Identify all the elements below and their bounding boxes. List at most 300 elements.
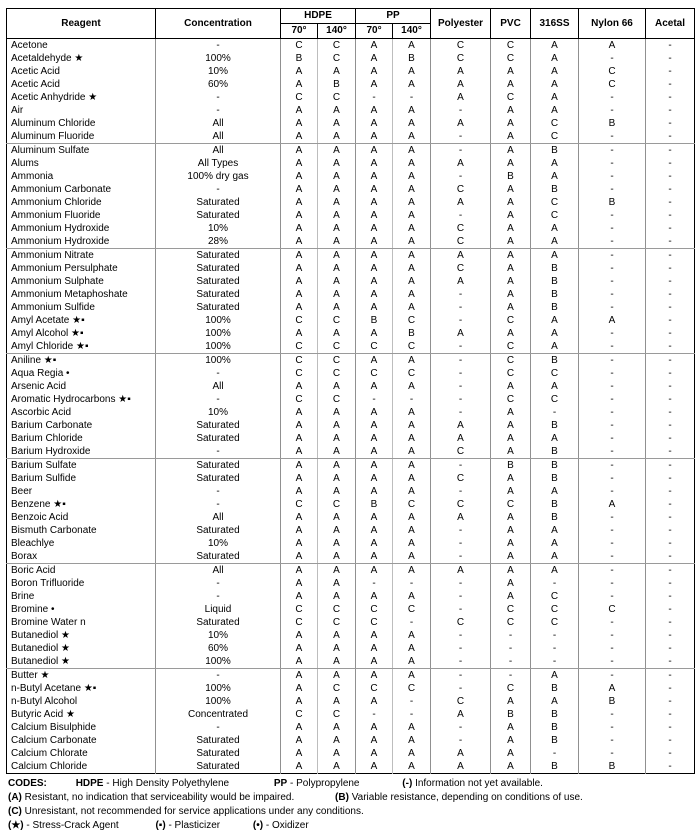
pp-70-cell: - <box>356 393 393 406</box>
reagent-cell: Barium Hydroxide <box>7 445 156 459</box>
hdpe-140-cell: C <box>318 91 356 104</box>
hdpe-70-cell: A <box>281 275 318 288</box>
code-b-desc: Variable resistance, depending on conditions of use. <box>351 792 583 803</box>
pp-140-cell: A <box>393 590 431 603</box>
table-row <box>7 695 695 708</box>
codes-label: CODES: <box>8 778 47 789</box>
hdpe-desc: - High Density Polyethylene <box>106 778 230 789</box>
hdpe-70-cell: A <box>281 445 318 459</box>
hdpe-70-cell: C <box>281 314 318 327</box>
acetal-cell: - <box>646 564 695 578</box>
circle-symbol-desc: - Oxidizer <box>265 820 309 831</box>
hdpe-140-cell: C <box>318 682 356 695</box>
column-header-hdpe: HDPE <box>281 9 356 24</box>
pp-70-cell: A <box>356 642 393 655</box>
reagent-cell: Butanediol ★ <box>7 655 156 669</box>
nylon66-cell: - <box>579 262 646 275</box>
acetal-cell: - <box>646 380 695 393</box>
nylon66-cell: - <box>579 459 646 473</box>
reagent-cell: Beer <box>11 486 33 497</box>
pvc-cell: B <box>491 170 531 183</box>
nylon66-cell: A <box>579 39 646 53</box>
reagent-cell: Ammonium Metaphoshate <box>11 289 128 300</box>
hdpe-70-cell: C <box>281 616 318 629</box>
hdpe-70-cell: A <box>281 655 318 669</box>
hdpe-70-cell: A <box>281 65 318 78</box>
reagent-cell: Ammonium Hydroxide <box>7 235 156 249</box>
hdpe-140-cell: A <box>318 65 356 78</box>
pp-70-cell: A <box>356 130 393 144</box>
pvc-cell: C <box>491 340 531 354</box>
acetal-cell: - <box>646 695 695 708</box>
pvc-cell: C <box>491 367 531 380</box>
hdpe-140-cell: A <box>318 747 356 760</box>
pp-140-cell: A <box>393 117 431 130</box>
pp-140-cell: A <box>393 235 431 249</box>
hdpe-70-cell: A <box>281 419 318 432</box>
concentration-cell: 100% <box>156 695 281 708</box>
hdpe-70-cell: C <box>281 91 318 104</box>
pvc-cell: A <box>491 262 531 275</box>
acetal-cell: - <box>646 406 695 419</box>
316ss-cell: B <box>531 445 579 459</box>
nylon66-cell: - <box>579 432 646 445</box>
table-row <box>7 301 695 314</box>
pp-70-cell: A <box>356 327 393 340</box>
nylon66-cell: - <box>579 380 646 393</box>
hdpe-140-cell: A <box>318 590 356 603</box>
reagent-cell: Ascorbic Acid <box>11 407 72 418</box>
concentration-cell: 10% <box>156 537 281 550</box>
acetal-cell: - <box>646 642 695 655</box>
hdpe-140-cell: C <box>318 498 356 511</box>
hdpe-140-cell: A <box>318 130 356 144</box>
table-row <box>7 275 695 288</box>
polyester-cell: A <box>431 117 491 130</box>
table-row <box>7 78 695 91</box>
pp-70-cell: A <box>356 157 393 170</box>
pp-70-cell: A <box>356 222 393 235</box>
polyester-cell: A <box>431 760 491 774</box>
pp-70-cell: A <box>356 354 393 368</box>
concentration-cell: 100% dry gas <box>156 170 281 183</box>
code-c-term: (C) <box>8 806 22 817</box>
nylon66-cell: - <box>579 301 646 314</box>
hdpe-140-cell: A <box>318 485 356 498</box>
pp-70-cell: A <box>356 747 393 760</box>
pp-140-cell: A <box>393 721 431 734</box>
nylon66-cell: - <box>579 524 646 537</box>
polyester-cell: C <box>431 695 491 708</box>
reagent-cell: Benzoic Acid <box>11 512 69 523</box>
acetal-cell: - <box>646 472 695 485</box>
hdpe-140-cell: C <box>318 603 356 616</box>
hdpe-140-cell: C <box>318 340 356 354</box>
pp-140-cell: A <box>393 222 431 235</box>
pvc-cell: C <box>491 603 531 616</box>
pvc-cell: A <box>491 222 531 235</box>
nylon66-cell: - <box>579 144 646 158</box>
pp-70-cell: A <box>356 183 393 196</box>
pp-70-cell: C <box>356 682 393 695</box>
pp-140-cell: A <box>393 183 431 196</box>
code-c-desc: Unresistant, not recommended for service applications under any conditions. <box>24 806 364 817</box>
pvc-cell: A <box>491 406 531 419</box>
pvc-cell: A <box>491 380 531 393</box>
pvc-cell: - <box>491 629 531 642</box>
column-header-316ss: 316SS <box>531 9 579 39</box>
316ss-cell: A <box>531 564 579 578</box>
acetal-cell: - <box>646 367 695 380</box>
pp-70-cell: A <box>356 288 393 301</box>
pp-70-cell: A <box>356 209 393 222</box>
legend-line-symbols <box>8 819 692 833</box>
reagent-cell: Bromine • <box>11 604 55 615</box>
316ss-cell: B <box>531 721 579 734</box>
nylon66-cell: B <box>579 196 646 209</box>
pp-140-cell: A <box>393 170 431 183</box>
316ss-cell: A <box>531 52 579 65</box>
nylon66-cell: - <box>579 222 646 235</box>
pp-140-cell: A <box>393 209 431 222</box>
table-row <box>7 485 695 498</box>
table-row <box>7 222 695 235</box>
hdpe-140-cell: A <box>318 222 356 235</box>
pvc-cell: A <box>491 485 531 498</box>
concentration-cell: All <box>156 144 281 158</box>
pvc-cell: C <box>491 616 531 629</box>
reagent-cell: Calcium Chlorate <box>11 748 88 759</box>
pp-term: PP <box>273 778 288 789</box>
pp-140-cell: C <box>393 340 431 354</box>
concentration-cell: - <box>156 183 281 196</box>
pp-70-cell: A <box>356 249 393 263</box>
legend-footer <box>6 774 694 833</box>
pvc-cell: A <box>491 196 531 209</box>
acetal-cell: - <box>646 78 695 91</box>
316ss-cell: A <box>531 327 579 340</box>
reagent-cell: Aluminum Fluoride <box>7 130 156 144</box>
polyester-cell: A <box>431 327 491 340</box>
pp-70-cell: A <box>356 262 393 275</box>
acetal-cell: - <box>646 655 695 669</box>
hdpe-140-cell: A <box>318 655 356 669</box>
pp-70-cell: A <box>356 235 393 249</box>
acetal-cell: - <box>646 590 695 603</box>
316ss-cell: B <box>531 511 579 524</box>
acetal-cell: - <box>646 222 695 235</box>
pp-70-cell: A <box>356 564 393 578</box>
316ss-cell: A <box>531 157 579 170</box>
reagent-cell: Ammonium Chloride <box>11 197 102 208</box>
reagent-cell: Ammonium Carbonate <box>11 184 112 195</box>
316ss-cell: B <box>531 498 579 511</box>
column-header-hdpe-140: 140° <box>318 24 356 39</box>
pp-140-cell: A <box>393 196 431 209</box>
polyester-cell: - <box>431 577 491 590</box>
pvc-cell: A <box>491 288 531 301</box>
pp-140-cell: A <box>393 432 431 445</box>
hdpe-140-cell: A <box>318 564 356 578</box>
table-row <box>7 314 695 327</box>
acetal-cell: - <box>646 419 695 432</box>
nylon66-cell: - <box>579 249 646 263</box>
concentration-cell: - <box>156 367 281 380</box>
pp-140-cell: C <box>393 498 431 511</box>
concentration-cell: Saturated <box>156 209 281 222</box>
table-row <box>7 170 695 183</box>
pp-70-cell: A <box>356 629 393 642</box>
pvc-cell: A <box>491 301 531 314</box>
polyester-cell: - <box>431 550 491 564</box>
polyester-cell: A <box>431 91 491 104</box>
nylon66-cell: - <box>579 669 646 683</box>
reagent-cell: Aniline ★▪ <box>11 355 57 366</box>
pp-140-cell: A <box>393 406 431 419</box>
hdpe-70-cell: A <box>281 695 318 708</box>
hdpe-70-cell: A <box>281 524 318 537</box>
concentration-cell: - <box>156 669 281 683</box>
column-header-concentration: Concentration <box>156 9 281 39</box>
concentration-cell: All <box>156 130 281 144</box>
reagent-cell: Butyric Acid ★ <box>11 709 75 720</box>
pp-70-cell: A <box>356 721 393 734</box>
nylon66-cell: - <box>579 629 646 642</box>
pp-140-cell: C <box>393 682 431 695</box>
table-row <box>7 550 695 564</box>
nylon66-cell: - <box>579 183 646 196</box>
star-symbol-desc: - Stress-Crack Agent <box>26 820 119 831</box>
nylon66-cell: A <box>579 498 646 511</box>
reagent-cell: Calcium Bisulphide <box>11 722 97 733</box>
reagent-cell: Aluminum Chloride <box>11 118 96 129</box>
table-row <box>7 65 695 78</box>
acetal-cell: - <box>646 498 695 511</box>
table-row <box>7 445 695 459</box>
dash-term: (-) <box>402 778 413 789</box>
pp-140-cell: A <box>393 419 431 432</box>
hdpe-70-cell: A <box>281 721 318 734</box>
concentration-cell: Saturated <box>156 288 281 301</box>
hdpe-70-cell: A <box>281 222 318 235</box>
concentration-cell: Liquid <box>156 603 281 616</box>
concentration-cell: - <box>156 498 281 511</box>
table-row <box>7 117 695 130</box>
polyester-cell: C <box>431 52 491 65</box>
dash-desc: Information not yet available. <box>415 778 543 789</box>
pvc-cell: A <box>491 721 531 734</box>
pp-140-cell: A <box>393 249 431 263</box>
nylon66-cell: - <box>579 130 646 144</box>
nylon66-cell: - <box>579 485 646 498</box>
square-symbol-desc: - Plasticizer <box>168 820 221 831</box>
316ss-cell: B <box>531 354 579 368</box>
table-row <box>7 629 695 642</box>
column-header-pvc: PVC <box>491 9 531 39</box>
table-row <box>7 354 695 368</box>
legend-line-ab <box>8 791 692 805</box>
acetal-cell: - <box>646 65 695 78</box>
concentration-cell: Saturated <box>156 301 281 314</box>
pp-140-cell: A <box>393 104 431 117</box>
concentration-cell: All <box>156 117 281 130</box>
polyester-cell: - <box>431 642 491 655</box>
hdpe-140-cell: A <box>318 537 356 550</box>
reagent-cell: Ammonium Hydroxide <box>11 223 110 234</box>
pp-70-cell: - <box>356 708 393 721</box>
pvc-cell: C <box>491 393 531 406</box>
reagent-cell: Ammonia <box>11 171 54 182</box>
pp-140-cell: A <box>393 380 431 393</box>
pp-140-cell: A <box>393 511 431 524</box>
316ss-cell: - <box>531 655 579 669</box>
polyester-cell: A <box>431 275 491 288</box>
acetal-cell: - <box>646 734 695 747</box>
pvc-cell: A <box>491 564 531 578</box>
acetal-cell: - <box>646 682 695 695</box>
polyester-cell: C <box>431 616 491 629</box>
pp-70-cell: A <box>356 65 393 78</box>
reagent-cell: Boric Acid <box>11 565 56 576</box>
hdpe-140-cell: A <box>318 550 356 564</box>
hdpe-70-cell: A <box>281 144 318 158</box>
nylon66-cell: C <box>579 78 646 91</box>
pp-140-cell: A <box>393 550 431 564</box>
nylon66-cell: - <box>579 209 646 222</box>
pp-70-cell: A <box>356 144 393 158</box>
reagent-cell: Borax <box>7 550 156 564</box>
polyester-cell: - <box>431 537 491 550</box>
concentration-cell: 100% <box>156 314 281 327</box>
concentration-cell: - <box>156 104 281 117</box>
table-row <box>7 144 695 158</box>
hdpe-140-cell: A <box>318 734 356 747</box>
polyester-cell: C <box>431 235 491 249</box>
hdpe-70-cell: C <box>281 708 318 721</box>
polyester-cell: - <box>431 629 491 642</box>
polyester-cell: - <box>431 734 491 747</box>
pvc-cell: A <box>491 760 531 774</box>
pp-140-cell: - <box>393 616 431 629</box>
table-row <box>7 340 695 354</box>
polyester-cell: - <box>431 354 491 368</box>
pp-70-cell: A <box>356 524 393 537</box>
pp-140-cell: - <box>393 695 431 708</box>
pp-140-cell: A <box>393 642 431 655</box>
acetal-cell: - <box>646 288 695 301</box>
reagent-cell: Benzene ★▪ <box>11 499 66 510</box>
pp-140-cell: C <box>393 367 431 380</box>
hdpe-70-cell: A <box>281 734 318 747</box>
pvc-cell: A <box>491 472 531 485</box>
pp-70-cell: - <box>356 91 393 104</box>
polyester-cell: A <box>431 564 491 578</box>
table-row <box>7 655 695 669</box>
316ss-cell: A <box>531 340 579 354</box>
nylon66-cell: B <box>579 695 646 708</box>
reagent-cell: Aluminum Sulfate <box>11 145 90 156</box>
polyester-cell: - <box>431 721 491 734</box>
acetal-cell: - <box>646 144 695 158</box>
316ss-cell: A <box>531 235 579 249</box>
nylon66-cell: - <box>579 708 646 721</box>
316ss-cell: - <box>531 629 579 642</box>
acetal-cell: - <box>646 104 695 117</box>
pp-70-cell: A <box>356 445 393 459</box>
reagent-cell: Calcium Carbonate <box>11 735 97 746</box>
pvc-cell: C <box>491 682 531 695</box>
acetal-cell: - <box>646 537 695 550</box>
pp-70-cell: C <box>356 616 393 629</box>
pvc-cell: A <box>491 419 531 432</box>
codes-line <box>8 777 692 791</box>
concentration-cell: 100% <box>156 354 281 368</box>
table-row <box>7 52 695 65</box>
316ss-cell: A <box>531 170 579 183</box>
reagent-cell: Bleachlye <box>11 538 55 549</box>
316ss-cell: B <box>531 419 579 432</box>
concentration-cell: 10% <box>156 222 281 235</box>
hdpe-70-cell: A <box>281 78 318 91</box>
table-row <box>7 590 695 603</box>
table-row <box>7 327 695 340</box>
concentration-cell: All <box>156 380 281 393</box>
pp-140-cell: B <box>393 52 431 65</box>
table-row <box>7 183 695 196</box>
hdpe-70-cell: A <box>281 327 318 340</box>
316ss-cell: B <box>531 144 579 158</box>
table-row <box>7 498 695 511</box>
316ss-cell: A <box>531 39 579 53</box>
polyester-cell: - <box>431 682 491 695</box>
acetal-cell: - <box>646 275 695 288</box>
pvc-cell: B <box>491 459 531 473</box>
polyester-cell: - <box>431 524 491 537</box>
concentration-cell: Saturated <box>156 459 281 473</box>
reagent-cell: Barium Sulfate <box>11 460 77 471</box>
pp-140-cell: A <box>393 130 431 144</box>
pp-140-cell: A <box>393 39 431 53</box>
concentration-cell: 100% <box>156 340 281 354</box>
hdpe-70-cell: A <box>281 472 318 485</box>
reagent-cell: Air <box>11 105 24 116</box>
reagent-cell: Arsenic Acid <box>11 381 67 392</box>
polyester-cell: A <box>431 65 491 78</box>
concentration-cell: All <box>156 511 281 524</box>
pp-70-cell: A <box>356 760 393 774</box>
hdpe-70-cell: B <box>281 52 318 65</box>
polyester-cell: - <box>431 288 491 301</box>
pp-70-cell: A <box>356 380 393 393</box>
nylon66-cell: - <box>579 393 646 406</box>
hdpe-70-cell: A <box>281 642 318 655</box>
acetal-cell: - <box>646 603 695 616</box>
hdpe-140-cell: A <box>318 511 356 524</box>
acetal-cell: - <box>646 301 695 314</box>
acetal-cell: - <box>646 183 695 196</box>
concentration-cell: 60% <box>156 78 281 91</box>
hdpe-140-cell: A <box>318 249 356 263</box>
pvc-cell: C <box>491 39 531 53</box>
pp-140-cell: A <box>393 629 431 642</box>
pp-140-cell: - <box>393 91 431 104</box>
reagent-cell: Ammonium Sulfide <box>11 302 95 313</box>
nylon66-cell: C <box>579 65 646 78</box>
pp-140-cell: C <box>393 603 431 616</box>
hdpe-140-cell: A <box>318 170 356 183</box>
hdpe-140-cell: A <box>318 144 356 158</box>
nylon66-cell: B <box>579 117 646 130</box>
